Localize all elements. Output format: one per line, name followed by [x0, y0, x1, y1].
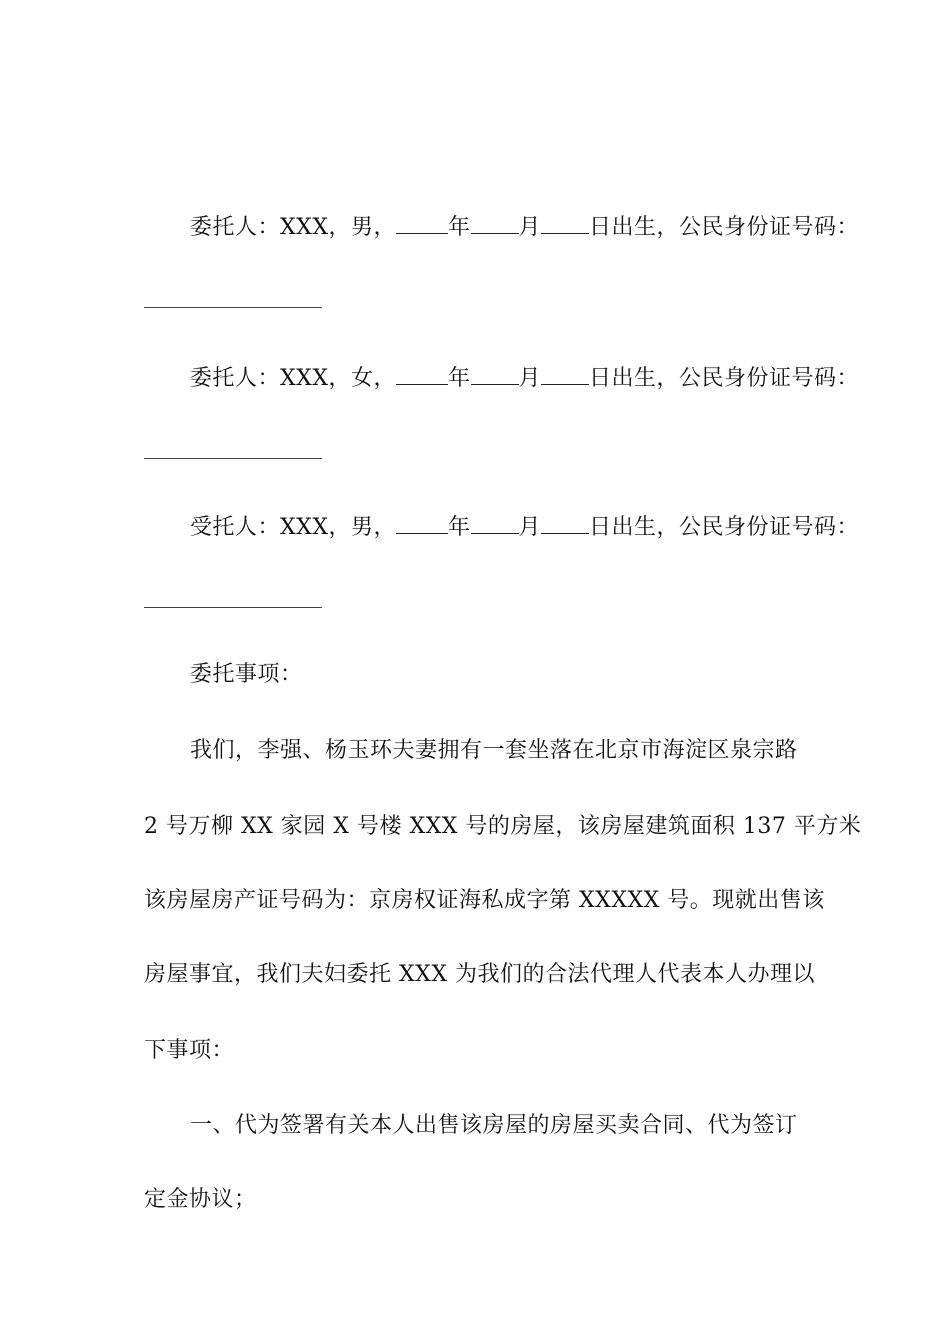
item-1-line: 一、代为签署有关本人出售该房屋的房屋买卖合同、代为签订	[190, 1113, 798, 1138]
agent-id-blank	[144, 607, 322, 608]
day-blank	[541, 511, 589, 534]
body-paragraph-line: 2 号万柳 XX 家园 X 号楼 XXX 号的房屋，该房屋建筑面积 137 平方米	[144, 814, 862, 839]
month-blank	[471, 511, 519, 534]
month-blank	[471, 362, 519, 385]
year-blank	[396, 362, 448, 385]
body-paragraph-line: 房屋事宜，我们夫妇委托 XXX 为我们的合法代理人代表本人办理以	[144, 962, 815, 987]
body-paragraph-line: 该房屋房产证号码为：京房权证海私成字第 XXXXX 号。现就出售该	[144, 888, 825, 913]
year-blank	[396, 211, 448, 234]
month-label: 月	[518, 366, 542, 391]
agent-suffix: 日出生，公民身份证号码：	[589, 515, 860, 540]
year-label: 年	[448, 215, 471, 240]
month-blank	[471, 211, 519, 234]
matters-heading: 委托事项：	[190, 662, 303, 687]
body-paragraph-line: 我们，李强、杨玉环夫妻拥有一套坐落在北京市海淀区泉宗路	[190, 738, 798, 763]
principal-2-prefix: 委托人：XXX，女，	[190, 366, 396, 391]
principal-1-suffix: 日出生，公民身份证号码：	[589, 215, 860, 240]
principal-2-suffix: 日出生，公民身份证号码：	[589, 366, 860, 391]
day-blank	[541, 362, 589, 385]
principal-2-id-blank	[144, 458, 322, 459]
year-blank	[396, 511, 448, 534]
year-label: 年	[448, 366, 471, 391]
principal-1-prefix: 委托人：XXX，男，	[190, 215, 396, 240]
agent-line	[190, 511, 890, 543]
item-1-line: 定金协议；	[144, 1187, 257, 1212]
principal-1-line	[190, 211, 890, 243]
principal-2-line	[190, 362, 890, 394]
agent-prefix: 受托人：XXX，男，	[190, 515, 396, 540]
body-paragraph-line: 下事项：	[144, 1038, 235, 1063]
year-label: 年	[448, 515, 471, 540]
month-label: 月	[518, 215, 542, 240]
month-label: 月	[518, 515, 542, 540]
principal-1-id-blank	[144, 307, 322, 308]
day-blank	[541, 211, 589, 234]
